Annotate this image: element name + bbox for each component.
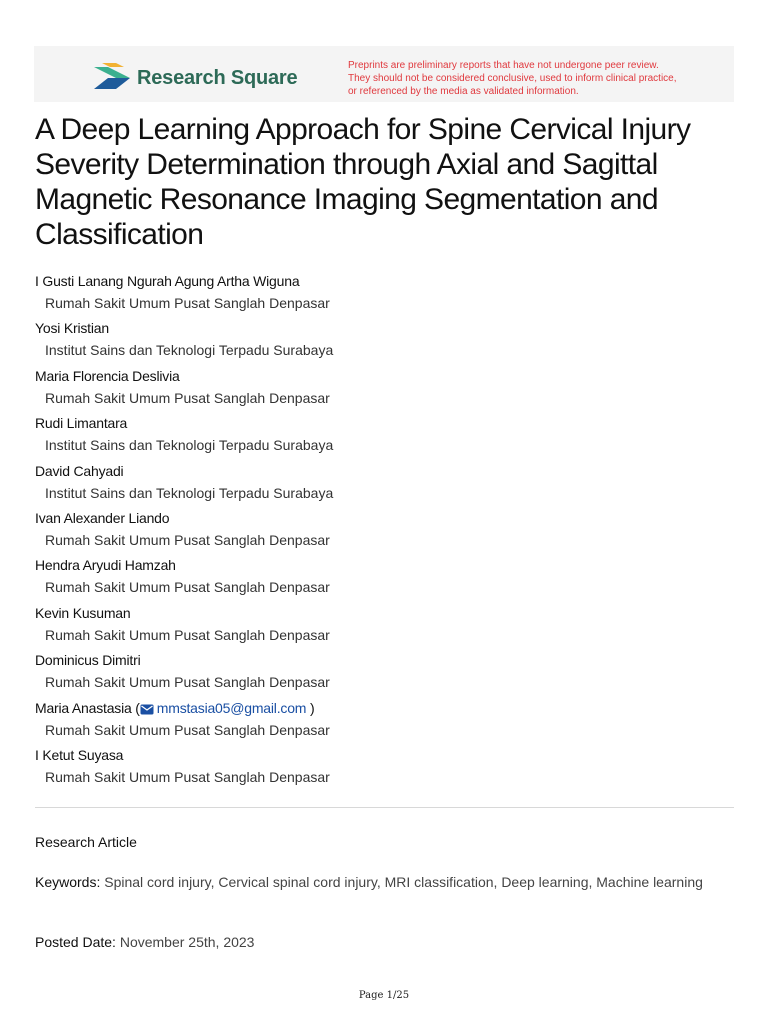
preprint-disclaimer [348,59,728,98]
author-entry [35,746,735,793]
author-email-link[interactable] [140,700,306,716]
author-entry [35,414,735,461]
section-divider [35,807,734,808]
email-close-paren: ) [306,699,315,716]
author-affiliation: Institut Sains dan Teknologi Terpadu Surabaya [45,437,334,454]
keywords [35,871,725,894]
research-square-logo-icon [94,63,130,93]
author-entry [35,556,735,603]
author-name: Rudi Limantara [35,415,128,432]
disclaimer-line: Preprints are preliminary reports that have not undergone peer review. [348,60,659,71]
author-name: I Gusti Lanang Ngurah Agung Artha Wiguna [35,273,300,289]
posted-date [35,933,254,951]
disclaimer-line: They should not be considered conclusive, used to inform clinical practice, [348,73,677,84]
author-name: Dominicus Dimitri [35,652,141,669]
author-list [35,272,735,793]
author-affiliation: Rumah Sakit Umum Pusat Sanglah Denpasar [45,389,330,406]
disclaimer-line: or referenced by the media as validated information. [348,86,579,97]
paper-title: A Deep Learning Approach for Spine Cervical Injury Severity Determination through Axial and Sagittal Magnetic Resonance Imaging Segmentation and Classification [35,113,691,251]
author-entry [35,651,735,698]
author-affiliation: Institut Sains dan Teknologi Terpadu Surabaya [45,484,334,501]
author-entry [35,462,735,509]
logo-text: Research Square [137,66,298,89]
email-open-paren: ( [131,699,140,716]
keywords-value: Spinal cord injury, Cervical spinal cord injury, MRI classification, Deep learning, Machine learning [100,874,703,890]
author-name: Maria Florencia Deslivia [35,367,180,384]
author-affiliation: Rumah Sakit Umum Pusat Sanglah Denpasar [45,768,330,785]
author-entry [35,367,735,414]
article-type: Research Article [35,834,137,850]
posted-date-value: November 25th, 2023 [115,934,255,950]
keywords-label: Keywords: [35,874,101,890]
author-affiliation: Rumah Sakit Umum Pusat Sanglah Denpasar [45,674,330,691]
author-entry-corresponding [35,699,735,746]
posted-date-label: Posted Date: [35,934,116,950]
author-entry [35,604,735,651]
author-name-line [35,699,735,717]
author-name: Yosi Kristian [35,320,109,337]
author-name: Hendra Aryudi Hamzah [35,557,176,574]
envelope-icon [140,704,154,715]
author-entry [35,319,735,366]
research-square-logo[interactable] [94,63,297,93]
author-name: I Ketut Suyasa [35,746,124,763]
author-affiliation: Rumah Sakit Umum Pusat Sanglah Denpasar [45,579,330,596]
author-affiliation: Rumah Sakit Umum Pusat Sanglah Denpasar [45,295,330,311]
page-number: Page 1/25 [358,990,410,1001]
author-entry [35,509,735,556]
author-name: Kevin Kusuman [35,604,131,621]
author-name: Ivan Alexander Liando [35,509,170,526]
author-name: David Cahyadi [35,462,124,479]
author-affiliation: Rumah Sakit Umum Pusat Sanglah Denpasar [45,531,330,548]
author-name: Maria Anastasia [35,699,132,716]
author-affiliation: Rumah Sakit Umum Pusat Sanglah Denpasar [45,626,330,643]
author-email: mmstasia05@gmail.com [156,699,307,716]
author-affiliation: Institut Sains dan Teknologi Terpadu Surabaya [45,342,334,359]
author-affiliation: Rumah Sakit Umum Pusat Sanglah Denpasar [45,721,330,738]
author-entry [35,272,735,319]
